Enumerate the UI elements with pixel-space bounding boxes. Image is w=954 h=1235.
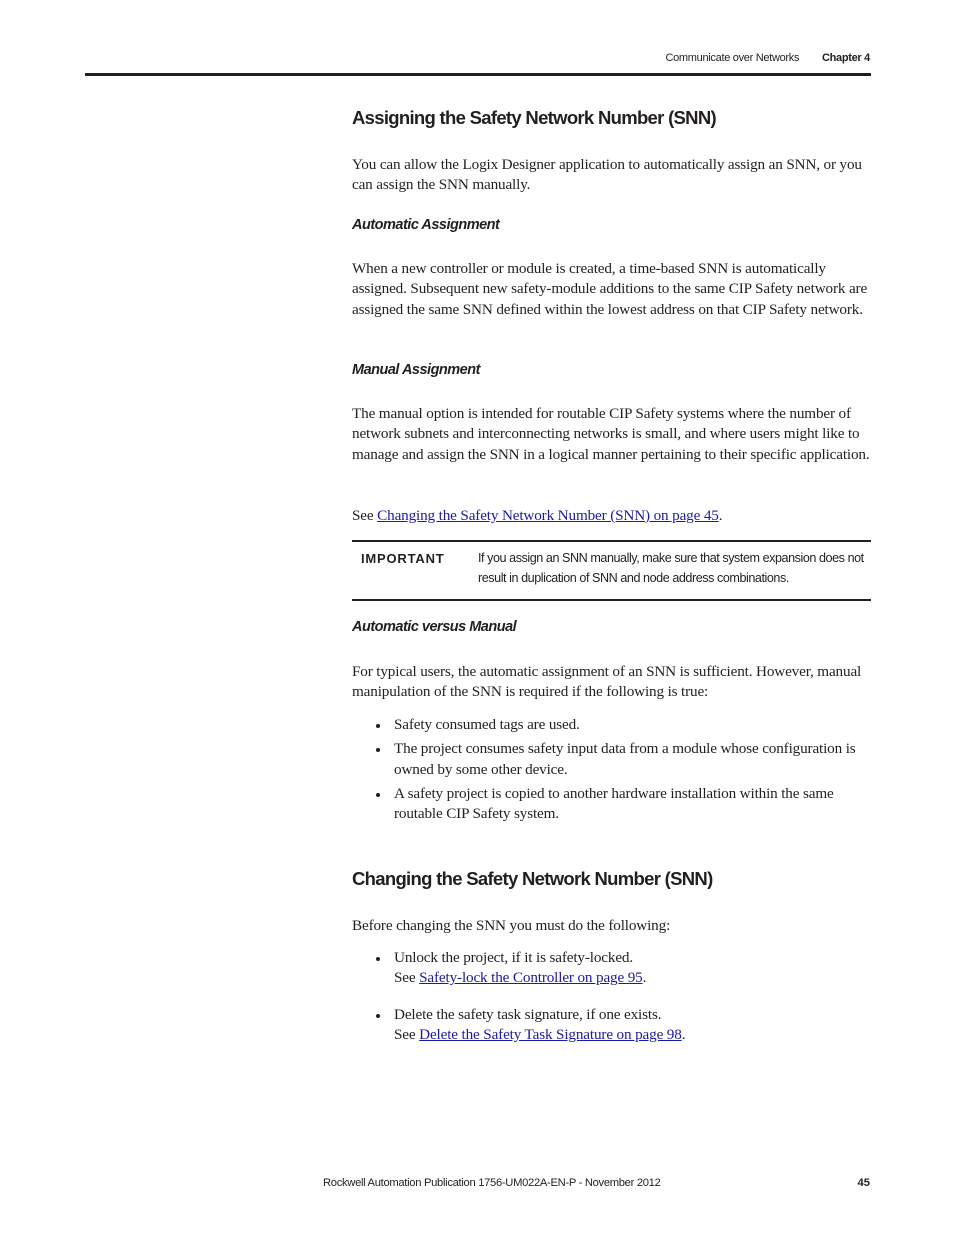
safety-lock-link[interactable]: Safety-lock the Controller on page 95	[419, 969, 643, 987]
see-suffix: .	[642, 969, 647, 987]
see-suffix: .	[718, 507, 723, 524]
automatic-assignment-paragraph: When a new controller or module is created, a time-based SNN is automatically assigned. Subsequent new safety-module additions to the same CIP Safety network are assigned the same SNN defined within the lowest address on that CIP Safety network.	[352, 260, 868, 318]
bullet-icon	[376, 1014, 380, 1018]
page-number: 45	[857, 1177, 870, 1189]
list-item-text: A safety project is copied to another hardware installation within the same routable CIP Safety system.	[394, 784, 834, 823]
list-item	[374, 739, 871, 780]
bullet-icon	[376, 724, 380, 728]
see-suffix: .	[681, 1025, 686, 1043]
subheading-automatic-versus-manual: Automatic versus Manual	[352, 619, 517, 635]
running-header	[665, 52, 870, 64]
list-item-text: Unlock the project, if it is safety-locked.	[394, 949, 634, 966]
header-chapter-label: Chapter 4	[821, 52, 870, 64]
see-prefix: See	[394, 1025, 420, 1043]
bullet-icon	[376, 748, 380, 752]
conditions-list	[374, 715, 871, 824]
delete-signature-link[interactable]: Delete the Safety Task Signature on page 98	[419, 1025, 682, 1043]
intro-paragraph: You can allow the Logix Designer application to automatically assign an SNN, or you can assign the SNN manually.	[352, 156, 862, 194]
important-callout	[352, 540, 871, 601]
bullet-icon	[376, 793, 380, 797]
important-label: IMPORTANT	[361, 551, 445, 566]
see-reference-paragraph	[352, 506, 871, 526]
subheading-automatic-assignment: Automatic Assignment	[352, 217, 500, 233]
list-item-text: Delete the safety task signature, if one exists.	[394, 1005, 662, 1023]
bullet-icon	[376, 957, 380, 961]
changing-intro-paragraph: Before changing the SNN you must do the following:	[352, 917, 671, 934]
header-rule	[85, 73, 871, 76]
prerequisites-list	[374, 948, 871, 1045]
list-item	[374, 948, 871, 989]
important-text: If you assign an SNN manually, make sure that system expansion does not result in duplication of SNN and node address combinations.	[478, 551, 864, 585]
publication-footer: Rockwell Automation Publication 1756-UM022A-EN-P - November 2012	[323, 1177, 661, 1189]
list-item	[374, 715, 871, 735]
manual-assignment-paragraph: The manual option is intended for routable CIP Safety systems where the number of network subnets and interconnecting networks is small, and where users might like to manage and assign the SNN in a logical manner pertaining to their specific application.	[352, 405, 870, 463]
list-item-text: The project consumes safety input data from a module whose configuration is owned by some other device.	[394, 740, 856, 778]
see-prefix: See	[352, 507, 378, 524]
section-heading-assigning-snn: Assigning the Safety Network Number (SNN)	[352, 107, 716, 128]
list-item-text: Safety consumed tags are used.	[394, 716, 580, 733]
section-heading-changing-snn: Changing the Safety Network Number (SNN)	[352, 868, 713, 889]
changing-snn-link[interactable]: Changing the Safety Network Number (SNN) on page 45	[377, 507, 719, 524]
versus-paragraph: For typical users, the automatic assignment of an SNN is sufficient. However, manual manipulation of the SNN is required if the following is true:	[352, 663, 862, 701]
see-prefix: See	[394, 969, 420, 987]
header-section-title: Communicate over Networks	[665, 52, 800, 64]
list-item	[374, 1005, 871, 1046]
subheading-manual-assignment: Manual Assignment	[352, 362, 480, 378]
list-item	[374, 784, 871, 825]
